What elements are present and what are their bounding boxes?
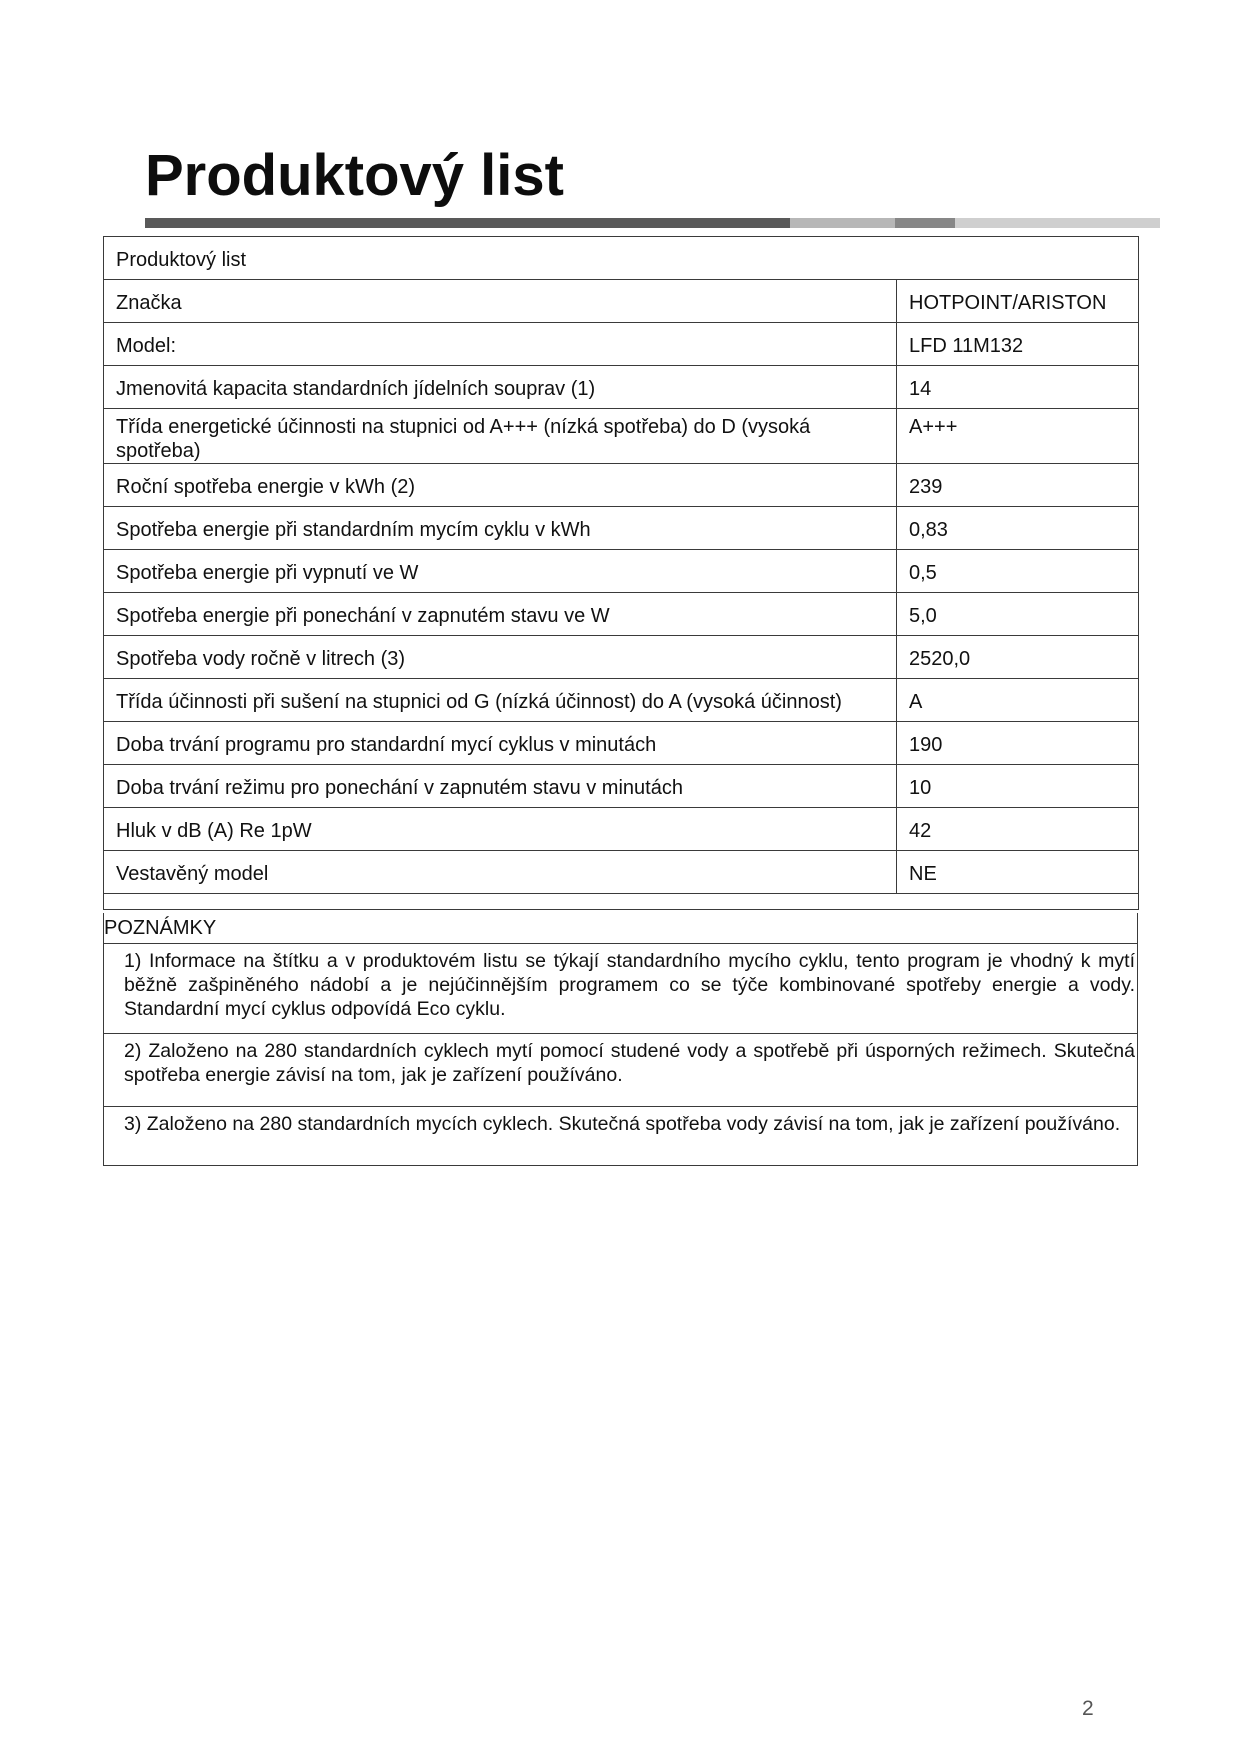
row-label: Třída účinnosti při sušení na stupnici od G (nízká účinnost) do A (vysoká účinnost): [104, 679, 897, 722]
title-rule-segment: [895, 218, 955, 228]
row-value: 0,5: [897, 550, 1139, 593]
row-value: 190: [897, 722, 1139, 765]
row-value: NE: [897, 851, 1139, 894]
table-row: [104, 679, 1139, 722]
row-value: 0,83: [897, 507, 1139, 550]
row-value: 5,0: [897, 593, 1139, 636]
row-value: 239: [897, 464, 1139, 507]
product-sheet-table: [103, 236, 1139, 910]
table-row: [104, 593, 1139, 636]
table-row: [104, 366, 1139, 409]
row-label: Hluk v dB (A) Re 1pW: [104, 808, 897, 851]
row-value: 10: [897, 765, 1139, 808]
row-label: Doba trvání programu pro standardní mycí cyklus v minutách: [104, 722, 897, 765]
table-spacer-cell: [104, 894, 1139, 910]
note-item: 1) Informace na štítku a v produktovém listu se týkají standardního mycího cyklu, tento program je vhodný k mytí běžně zašpiněného nádobí a je nejúčinnějším programem co se týče kombinované spotřeby energie a vody. Standardní mycí cyklus odpovídá Eco cyklu.: [103, 943, 1138, 1033]
table-row: [104, 851, 1139, 894]
row-label: Doba trvání režimu pro ponechání v zapnutém stavu v minutách: [104, 765, 897, 808]
row-value: 42: [897, 808, 1139, 851]
table-row: [104, 409, 1139, 464]
notes-title: POZNÁMKY: [103, 913, 1138, 943]
page-number: 2: [1082, 1697, 1094, 1720]
row-value: 2520,0: [897, 636, 1139, 679]
row-value: LFD 11M132: [897, 323, 1139, 366]
row-value: A: [897, 679, 1139, 722]
table-row: [104, 550, 1139, 593]
table-row: [104, 722, 1139, 765]
row-label: Spotřeba energie při ponechání v zapnutém stavu ve W: [104, 593, 897, 636]
table-row: [104, 323, 1139, 366]
row-label: Spotřeba energie při standardním mycím cyklu v kWh: [104, 507, 897, 550]
table-row: [104, 808, 1139, 851]
row-label: Třída energetické účinnosti na stupnici od A+++ (nízká spotřeba) do D (vysoká spotřeba): [104, 409, 897, 464]
row-label: Vestavěný model: [104, 851, 897, 894]
row-label: Model:: [104, 323, 897, 366]
title-rule-segment: [145, 218, 790, 228]
row-label: Jmenovitá kapacita standardních jídelních souprav (1): [104, 366, 897, 409]
title-rule-segment: [790, 218, 895, 228]
table-header-cell: Produktový list: [104, 237, 1139, 280]
table-row: [104, 636, 1139, 679]
note-item: 2) Založeno na 280 standardních cyklech mytí pomocí studené vody a spotřebě při úsporných režimech. Skutečná spotřeba energie závisí na tom, jak je zařízení používáno.: [103, 1033, 1138, 1106]
row-value: HOTPOINT/ARISTON: [897, 280, 1139, 323]
row-value: A+++: [897, 409, 1139, 464]
row-label: Značka: [104, 280, 897, 323]
note-item: 3) Založeno na 280 standardních mycích cyklech. Skutečná spotřeba vody závisí na tom, jak je zařízení používáno.: [103, 1106, 1138, 1166]
table-row: [104, 765, 1139, 808]
page-title: Produktový list: [145, 143, 564, 208]
table-row: [104, 464, 1139, 507]
table-header-row: [104, 237, 1139, 280]
title-rule-segment: [955, 218, 1160, 228]
table-spacer-row: [104, 894, 1139, 910]
row-label: Spotřeba vody ročně v litrech (3): [104, 636, 897, 679]
table-row: [104, 507, 1139, 550]
row-label: Roční spotřeba energie v kWh (2): [104, 464, 897, 507]
row-value: 14: [897, 366, 1139, 409]
row-label: Spotřeba energie při vypnutí ve W: [104, 550, 897, 593]
table-row: [104, 280, 1139, 323]
